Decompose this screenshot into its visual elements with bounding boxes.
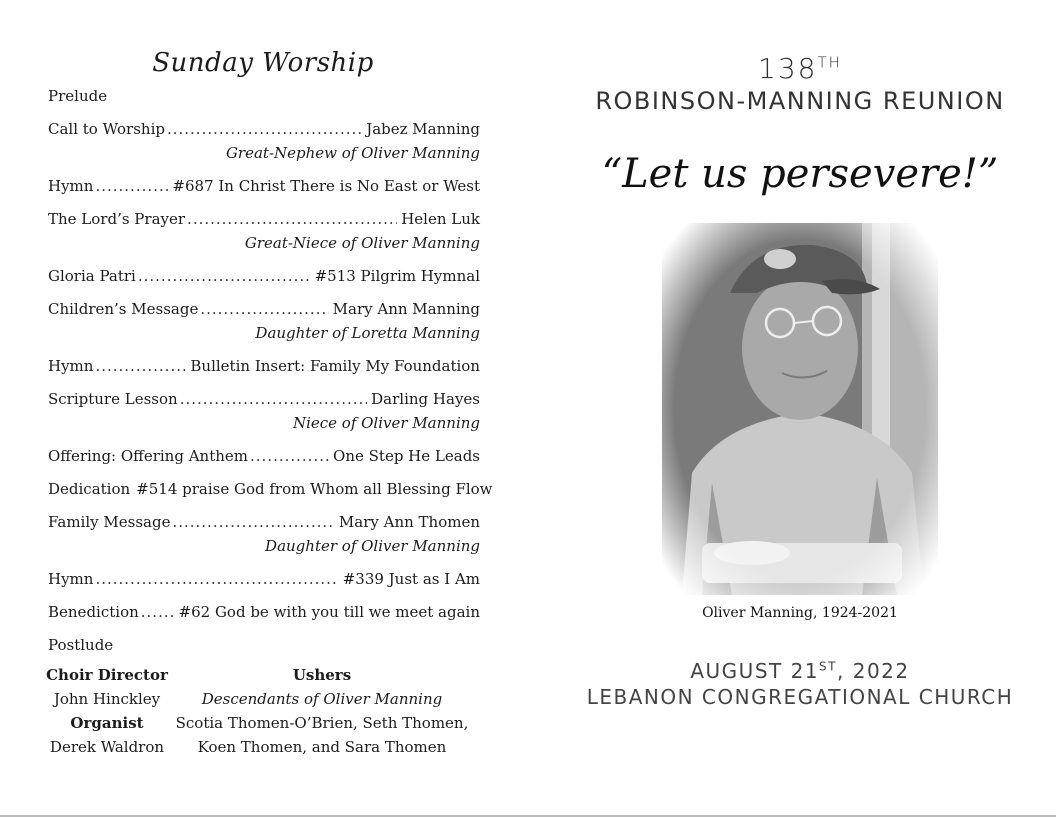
postlude: Postlude (48, 636, 114, 654)
photo-caption: Oliver Manning, 1924-2021 (702, 605, 898, 621)
service-item-note: Daughter of Oliver Manning (265, 537, 480, 555)
service-item-label: Hymn (48, 177, 94, 195)
dot-leader (141, 600, 175, 624)
service-item-value: Mary Ann Thomen (338, 513, 480, 531)
service-item (48, 600, 480, 633)
service-item-row (48, 567, 480, 591)
program-title: Sunday Worship (152, 48, 374, 78)
service-item-value: Helen Luk (401, 210, 480, 228)
event-date-year: , 2022 (837, 659, 910, 683)
church-name: LEBANON CONGREGATIONAL CHURCH (586, 685, 1014, 709)
dot-leader (138, 264, 311, 288)
service-item (48, 207, 480, 264)
portrait-photo (662, 223, 938, 595)
service-item (48, 117, 480, 174)
order-of-service (46, 40, 493, 759)
service-item-value: #62 God be with you till we meet again (178, 603, 480, 621)
service-item-label: The Lord’s Prayer (48, 210, 186, 228)
service-item (48, 477, 493, 510)
credits (48, 663, 480, 759)
service-item-row (48, 477, 493, 501)
service-item-value: One Step He Leads (333, 447, 480, 465)
service-item-value: Bulletin Insert: Family My Foundation (190, 357, 480, 375)
ushers-sub: Descendants of Oliver Manning (201, 690, 443, 708)
organist-title: Organist (70, 714, 144, 732)
dot-leader (187, 207, 397, 231)
prelude: Prelude (48, 87, 108, 105)
service-item-row (48, 207, 480, 231)
service-item-value: #514 praise God from Whom all Blessing Flow (136, 480, 493, 498)
service-item (48, 444, 480, 477)
service-item-label: Offering: Offering Anthem (48, 447, 248, 465)
service-item-row (48, 510, 480, 534)
service-item-row (48, 264, 480, 288)
dot-leader (167, 117, 362, 141)
service-item-row (48, 117, 480, 141)
dot-leader (95, 174, 168, 198)
service-item (48, 354, 480, 387)
service-item-note: Niece of Oliver Manning (292, 414, 480, 432)
service-item-label: Gloria Patri (48, 267, 136, 285)
service-item (48, 174, 480, 207)
service-item-row (48, 444, 480, 468)
service-item-label: Family Message (48, 513, 171, 531)
service-item-value: #513 Pilgrim Hymnal (314, 267, 480, 285)
service-item-value: #339 Just as I Am (342, 570, 480, 588)
ushers-line-2: Koen Thomen, and Sara Thomen (197, 738, 447, 756)
service-item-row (48, 174, 480, 198)
ushers-line-1: Scotia Thomen-O’Brien, Seth Thomen, (175, 714, 469, 732)
reunion-title: ROBINSON-MANNING REUNION (595, 87, 1005, 115)
dot-leader (200, 297, 328, 321)
reunion-number-value: 138 (758, 52, 818, 85)
service-item (48, 567, 480, 600)
service-item-label: Scripture Lesson (48, 390, 178, 408)
dot-leader (180, 387, 367, 411)
service-item (48, 387, 480, 444)
reunion-number-suffix: TH (817, 53, 842, 72)
dot-leader (250, 444, 329, 468)
service-item (48, 264, 480, 297)
choir-director-name: John Hinckley (53, 690, 161, 708)
organist-name: Derek Waldron (49, 738, 165, 756)
quote: “Let us persevere!” (601, 151, 999, 197)
cover-panel (560, 52, 1040, 709)
service-item-row (48, 600, 480, 624)
service-item-row (48, 297, 480, 321)
service-item-label: Children’s Message (48, 300, 199, 318)
service-item-note: Daughter of Loretta Manning (255, 324, 480, 342)
reunion-number (560, 52, 1040, 85)
service-item-label: Call to Worship (48, 120, 165, 138)
service-item-note: Great-Niece of Oliver Manning (244, 234, 480, 252)
event-date (560, 659, 1040, 683)
service-item-value: #687 In Christ There is No East or West (172, 177, 480, 195)
service-item-row (48, 387, 480, 411)
dot-leader (95, 354, 186, 378)
service-items (48, 117, 493, 633)
ushers-title: Ushers (292, 666, 352, 684)
service-item-note: Great-Nephew of Oliver Manning (225, 144, 480, 162)
dot-leader (172, 510, 334, 534)
choir-director-title: Choir Director (46, 666, 168, 684)
service-item (48, 510, 480, 567)
service-item-label: Hymn (48, 357, 94, 375)
portrait-illustration (662, 223, 938, 595)
service-item-label: Dedication (48, 480, 131, 498)
service-item (48, 297, 480, 354)
service-item-value: Jabez Manning (366, 120, 480, 138)
service-item-value: Mary Ann Manning (332, 300, 480, 318)
event-date-suffix: ST (819, 659, 837, 674)
event-date-main: AUGUST 21 (690, 659, 820, 683)
dot-leader (95, 567, 338, 591)
service-item-label: Benediction (48, 603, 139, 621)
service-item-label: Hymn (48, 570, 94, 588)
service-item-row (48, 354, 480, 378)
service-item-value: Darling Hayes (371, 390, 480, 408)
